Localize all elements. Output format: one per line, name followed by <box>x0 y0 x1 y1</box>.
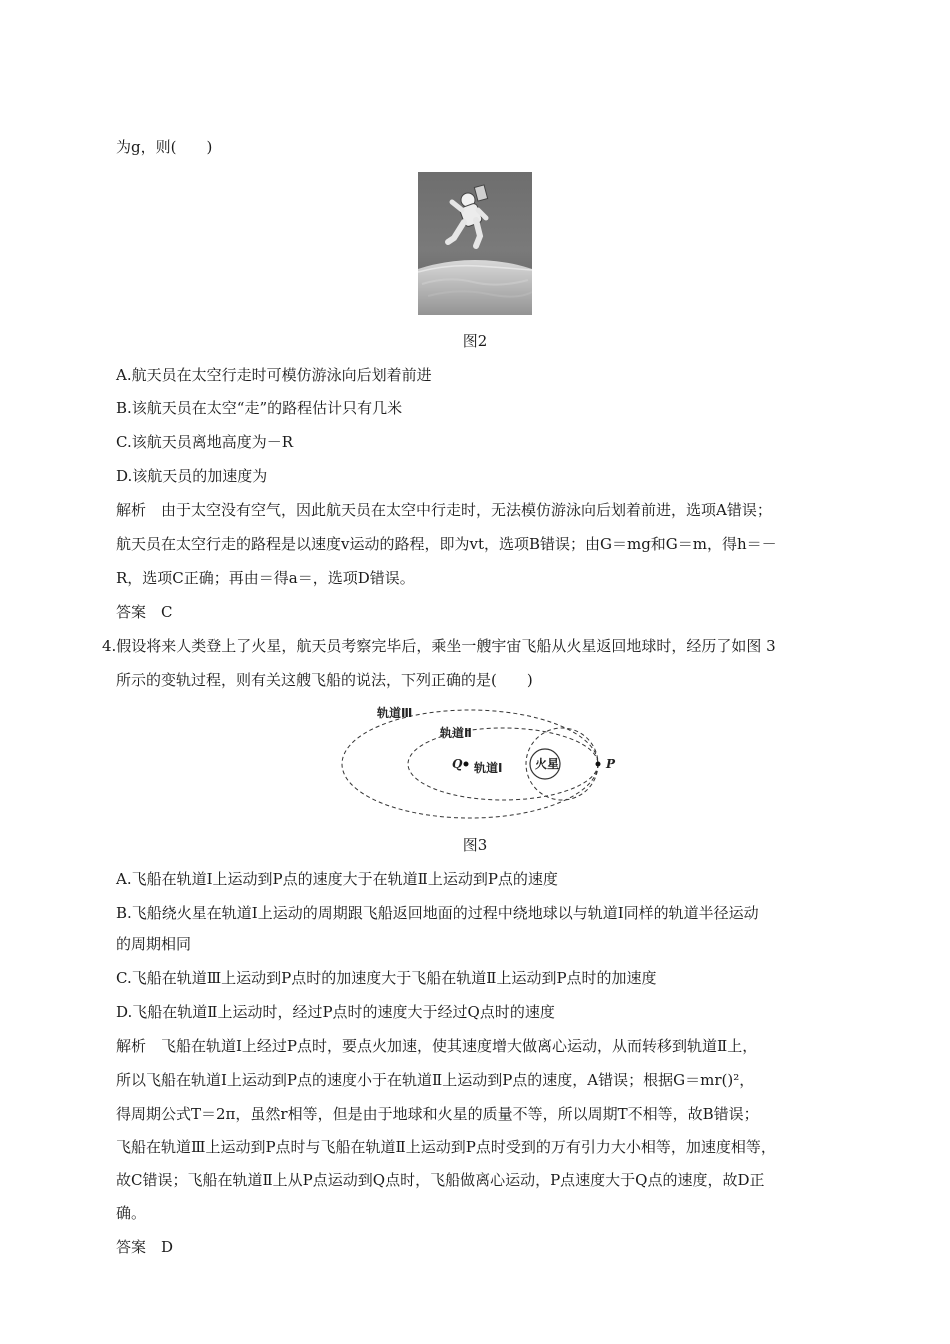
q3-stem-tail: 为g，则( ) <box>116 138 213 156</box>
q4-analysis-line-5: 故C错误；飞船在轨道Ⅱ上从P点运动到Q点时，飞船做离心运动，P点速度大于Q点的速度，故D正 <box>116 1171 765 1189</box>
q4-analysis-line-1: 解析 飞船在轨道Ⅰ上经过P点时，要点火加速，使其速度增大做离心运动，从而转移到轨道Ⅱ上， <box>116 1037 758 1055</box>
orbit-2-label: 轨道Ⅱ <box>440 726 472 740</box>
q4-option-b-line-2: 的周期相同 <box>116 935 192 953</box>
q3-option-b: B.该航天员在太空“走”的路程估计只有几米 <box>116 399 403 417</box>
figure-2-caption: 图2 <box>462 332 488 350</box>
q4-option-b-line-1: B.飞船绕火星在轨道Ⅰ上运动的周期跟飞船返回地面的过程中绕地球以与轨道Ⅰ同样的轨道半径运动 <box>116 904 759 922</box>
q4-analysis-line-3: 得周期公式T＝2π，虽然r相等，但是由于地球和火星的质量不等，所以周期T不相等，故B错误； <box>116 1105 759 1123</box>
q4-option-d: D.飞船在轨道Ⅱ上运动时，经过P点时的速度大于经过Q点时的速度 <box>116 1003 555 1021</box>
figure-3-caption: 图3 <box>462 836 488 854</box>
q3-analysis-line-2: 航天员在太空行走的路程是以速度v运动的路程，即为vt，选项B错误；由G＝mg和G＝m，得h＝－ <box>116 535 777 553</box>
q3-analysis-line-3: R，选项C正确；再由＝得a＝，选项D错误。 <box>116 569 415 587</box>
point-p-label: P <box>606 757 616 771</box>
q3-analysis-line-1: 解析 由于太空没有空气，因此航天员在太空中行走时，无法模仿游泳向后划着前进，选项A错误； <box>116 501 772 519</box>
q3-option-c: C.该航天员离地高度为－R <box>116 433 294 451</box>
orbit-1-label: 轨道Ⅰ <box>474 761 503 775</box>
q4-option-a: A.飞船在轨道Ⅰ上运动到P点的速度大于在轨道Ⅱ上运动到P点的速度 <box>116 870 558 888</box>
q4-analysis-line-2: 所以飞船在轨道Ⅰ上运动到P点的速度小于在轨道Ⅱ上运动到P点的速度，A错误；根据G＝mr()²， <box>116 1071 755 1089</box>
q4-stem-line-2: 所示的变轨过程，则有关这艘飞船的说法，下列正确的是( ) <box>116 671 533 689</box>
orbit-3-label: 轨道Ⅲ <box>377 706 413 720</box>
q4-option-c: C.飞船在轨道Ⅲ上运动到P点时的加速度大于飞船在轨道Ⅱ上运动到P点时的加速度 <box>116 969 657 987</box>
q4-stem-line-1: 4.假设将来人类登上了火星，航天员考察完毕后，乘坐一艘宇宙飞船从火星返回地球时，经历了如图 3 <box>102 637 776 655</box>
orbit-2-ellipse <box>408 728 598 800</box>
astronaut-photo <box>418 172 532 315</box>
mars-label: 火星 <box>535 757 560 771</box>
q3-option-a: A.航天员在太空行走时可模仿游泳向后划着前进 <box>116 366 432 384</box>
q4-answer: 答案 D <box>116 1238 174 1256</box>
q4-analysis-line-4: 飞船在轨道Ⅲ上运动到P点时与飞船在轨道Ⅱ上运动到P点时受到的万有引力大小相等，加速度相等， <box>116 1138 776 1156</box>
q3-answer: 答案 C <box>116 603 173 621</box>
point-q-dot <box>464 762 469 767</box>
point-q-label: Q <box>452 757 463 771</box>
point-p-dot <box>596 762 601 767</box>
q3-option-d: D.该航天员的加速度为 <box>116 467 268 485</box>
orbit-diagram <box>330 702 620 820</box>
q4-analysis-line-6: 确。 <box>116 1204 147 1222</box>
